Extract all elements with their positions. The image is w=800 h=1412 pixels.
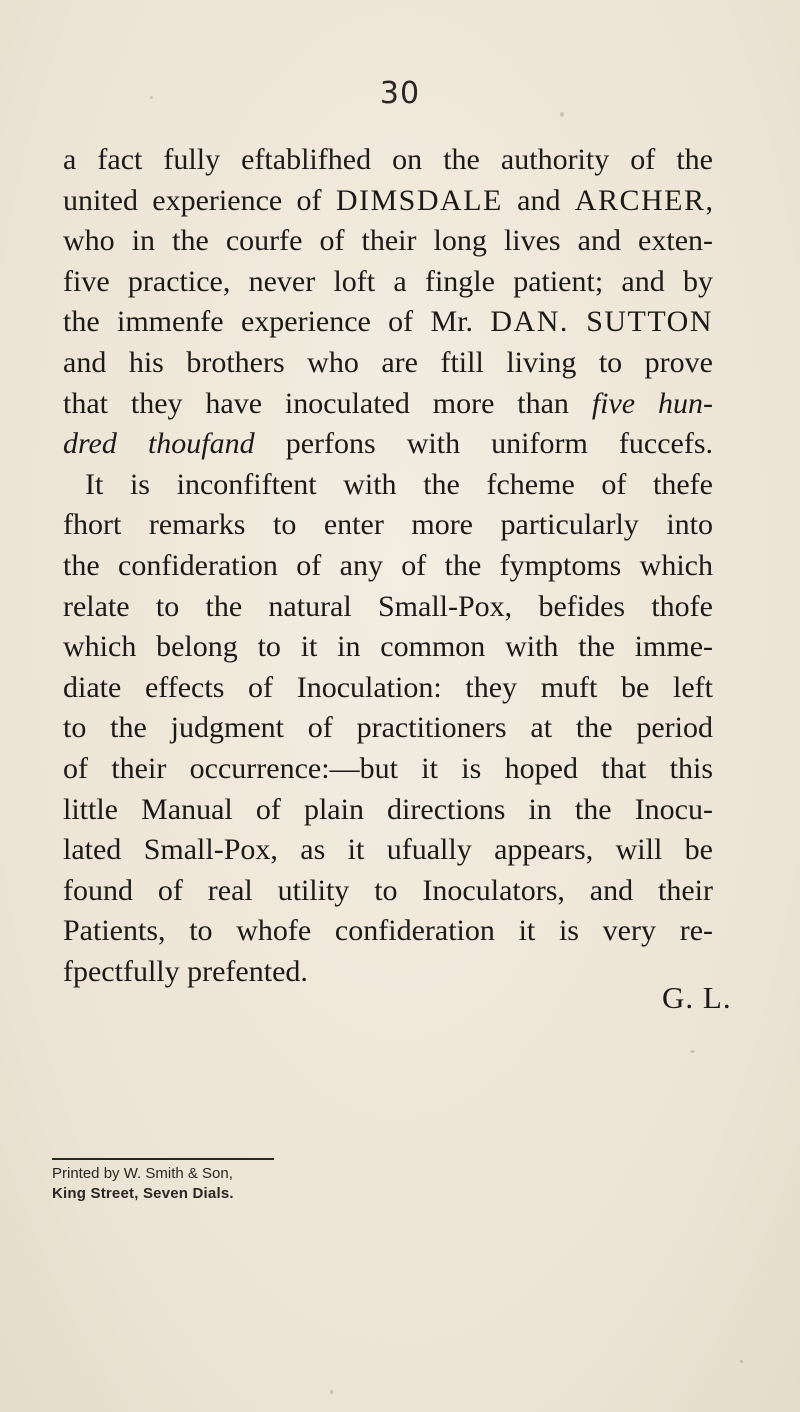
text-line: fhort remarks to enter more particularly into [63,508,713,542]
paper-speck [560,112,564,117]
small-caps-name: ARCHER [574,183,706,217]
imprint-line-printer: Printed by W. Smith & Son, [52,1165,233,1182]
small-caps-name: SUTTON [586,305,713,339]
paper-speck [150,96,153,99]
small-caps-name: DIMSDALE [335,183,503,217]
printer-imprint [52,1158,292,1204]
text-line: united experience of DIMSDALE and ARCHER, [63,183,713,217]
text-line: and his brothers who are ftill living to prove [63,345,713,379]
text-line: of their occurrence:—but it is hoped that this [63,751,713,785]
text-line: the confideration of any of the fymptoms which [63,548,713,582]
text-line: lated Small-Pox, as it ufually appears, will be [63,833,713,867]
author-signature: G. L. [662,980,732,1015]
imprint-line-address: King Street, Seven Dials. [52,1185,234,1202]
paper-speck [330,1390,333,1394]
text-line: little Manual of plain directions in the Inocu- [63,792,713,826]
text-line: relate to the natural Small-Pox, befides thofe [63,589,713,623]
text-line: Patients, to whofe confideration it is very re- [63,914,713,948]
text-line: five practice, never loft a fingle patient; and by [63,264,713,298]
text-line: to the judgment of practitioners at the period [63,711,713,745]
text-line: It is inconfiftent with the fcheme of thefe [85,467,713,501]
text-line: which belong to it in common with the imme- [63,630,713,664]
body-text [63,140,713,992]
italic-emphasis: five hun- [591,386,713,420]
text-line: that they have inoculated more than five hun- [63,386,713,420]
text-line: found of real utility to Inoculators, and their [63,873,713,907]
text-line: dred thoufand perfons with uniform fuccefs. [63,427,713,461]
page-number: 30 [379,76,421,111]
text-line: who in the courfe of their long lives and exten- [63,224,713,258]
text-line: the immenfe experience of Mr. DAN. SUTTON [63,305,713,339]
text-line: diate effects of Inoculation: they muft be left [63,670,713,704]
text-line: a fact fully eftablifhed on the authority of the [63,143,713,176]
imprint-rule [52,1158,274,1160]
paper-speck [690,1050,695,1053]
italic-emphasis: dred thoufand [63,427,255,461]
paper-speck [740,1360,743,1363]
small-caps-name: DAN. [490,305,569,339]
text-line: fpectfully prefented. [63,954,308,988]
